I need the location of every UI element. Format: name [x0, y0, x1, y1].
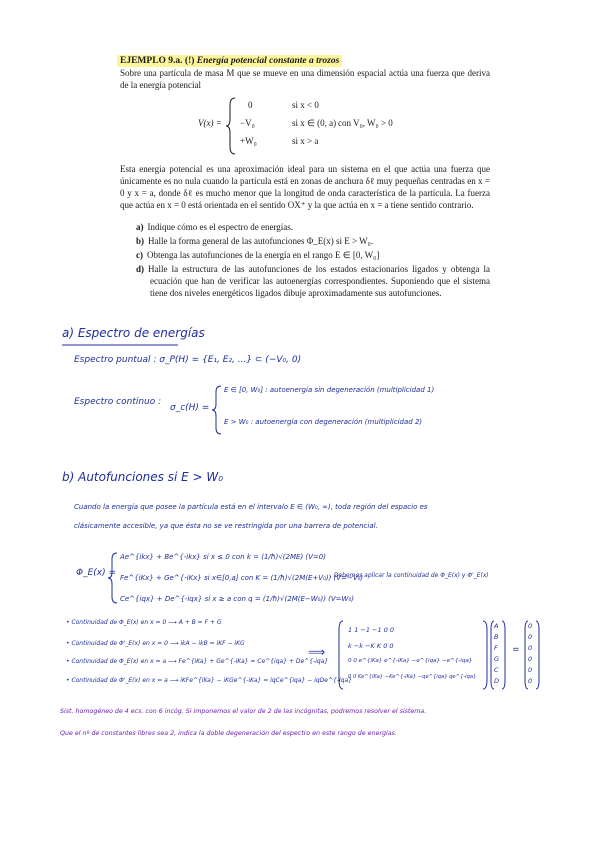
left-brace	[226, 97, 236, 155]
continuity-condition-3: • Continuidad de Φ_E(x) en x = a ⟶ Fe^{iKa} + Ge^{-iKa} = Ce^{iqa} + De^{-iqa}	[66, 658, 329, 665]
description-paragraph: Esta energía potencial es una aproximación ideal para un sistema en el que actúa una fuerza que únicamente es no nula cuando la partícula está en zonas de anchura δℓ muy pequeñas centradas en x = 0 y x = a, donde δℓ es mucho menor que la longitud de onda característica de la partícula. La fuerza que actúa en x = 0 está orientada en el sentido OX⁺ y la que actúa en x = a tiene sentido contrario.	[120, 164, 490, 210]
unknown-entry: F	[494, 644, 498, 652]
zero-entry: 0	[528, 655, 533, 663]
unknowns-vector	[490, 620, 506, 690]
phi-continuity-note: , Debemos aplicar la continuidad de Φ_E(x) y Φ'_E(x)	[330, 572, 489, 579]
b-text-line-1: Cuando la energía que posee la partícula está en el intervalo E ∈ (W₀, ∞), toda región del espacio es	[74, 503, 428, 511]
equals-sign: =	[512, 645, 520, 655]
zero-entry: 0	[528, 677, 533, 685]
section-b-heading: b) Autofunciones si E > W₀	[62, 470, 224, 484]
section-a-underline	[62, 343, 180, 347]
phi-case-3: Ce^{iqx} + De^{-iqx} si x ≥ a con q = (1/ħ)√(2M(E−W₀)) (V=W₀)	[120, 595, 355, 603]
example-heading	[120, 54, 490, 67]
zero-entry: 0	[528, 644, 533, 652]
implies-arrow: ⟹	[308, 645, 326, 659]
b-text-line-2: clásicamente accesible, ya que ésta no se ve restringida por una barrera de potencial.	[74, 522, 378, 530]
intro-paragraph: Sobre una partícula de masa M que se mueve en una dimensión espacial actúa una fuerza que deriva de la energía potencial	[120, 68, 490, 90]
example-title: EJEMPLO 9.a. (!) Energía potencial constante a trozos	[117, 55, 342, 67]
matrix-row: 0 0 Ke^{iKa} −Ke^{-iKa} −qe^{iqa} qe^{-iqa}	[348, 674, 477, 680]
conclusion-line-1: Sist. homogéneo de 4 ecs. con 6 incóg. Si imponemos el valor de 2 de las incógnitas, podremos resolver el sistema.	[60, 708, 427, 715]
question-list	[136, 221, 490, 299]
zeros-vector	[524, 620, 540, 690]
continuity-condition-2: • Continuidad de Φ'_E(x) en x = 0 ⟶ ikA − ikB = iKF − iKG	[66, 640, 245, 647]
case-2: −V₀	[240, 118, 255, 128]
matrix-row: k −k −K K 0 0	[348, 642, 394, 650]
question-item: b) Halle la forma general de las autofunciones Φ_E(x) si E > W₀.	[136, 236, 374, 246]
matrix-row: 1 1 −1 −1 0 0	[348, 626, 395, 634]
problem-statement	[120, 54, 490, 301]
sigma-c-label: σ_c(H) =	[170, 403, 210, 413]
case-1: 0	[248, 100, 253, 110]
continuity-condition-4: • Continuidad de Φ'_E(x) en x = a ⟶ iKFe^{iKa} − iKGe^{-iKa} = iqCe^{iqa} − iqDe^{-iqa}	[66, 677, 352, 684]
phi-lhs: Φ_E(x) =	[76, 568, 117, 578]
continuo-brace	[212, 385, 222, 435]
cond-1: si x < 0	[292, 100, 319, 110]
potential-equation	[120, 97, 490, 155]
unknown-entry: C	[494, 666, 499, 674]
cond-3: si x > a	[292, 136, 319, 146]
continuity-condition-1: • Continuidad de Φ_E(x) en x = 0 ⟶ A + B = F + G	[66, 619, 222, 626]
continuo-case-1: E ∈ [0, W₀] : autoenergía sin degeneración (multiplicidad 1)	[224, 386, 435, 394]
question-item: d) Halle la estructura de las autofunciones de los estados estacionarios ligados y obtenga la ecuación que han de verificar las autoenergías correspondientes. Suponiendo que el sistema tiene dos niveles energéticos ligados dibuje aproximadamente sus autofunciones.	[136, 264, 490, 298]
unknown-entry: A	[494, 622, 499, 630]
matrix-left-bracket	[338, 620, 344, 690]
case-3: +W₀	[240, 136, 257, 146]
section-a-heading: a) Espectro de energías	[62, 326, 205, 340]
zero-entry: 0	[528, 622, 533, 630]
coefficient-matrix	[338, 620, 488, 690]
unknown-entry: G	[494, 655, 500, 663]
zero-entry: 0	[528, 666, 533, 674]
potential-lhs: V(x) =	[198, 118, 222, 128]
conclusion-line-2: Que el nº de constantes libres sea 2, indica la doble degeneración del espectro en este rango de energías.	[60, 730, 397, 737]
question-item: c) Obtenga las autofunciones de la energía en el rango E ∈ [0, W₀]	[136, 250, 380, 260]
question-item: a) Indique cómo es el espectro de energías.	[136, 222, 294, 232]
unknown-entry: D	[494, 677, 500, 685]
phi-case-1: Ae^{ikx} + Be^{-ikx} si x ≤ 0 con k = (1/ħ)√(2ME) (V=0)	[120, 553, 326, 561]
matrix-row: 0 0 e^{iKa} e^{-iKa} −e^{iqa} −e^{-iqa}	[348, 658, 473, 664]
continuo-case-2: E > W₀ : autoenergía con degeneración (multiplicidad 2)	[224, 418, 423, 426]
unknown-entry: B	[494, 633, 499, 641]
phi-case-2: Fe^{iKx} + Ge^{-iKx} si x∈[0,a] con K = (1/ħ)√(2M(E+V₀)) (V=−V₀)	[120, 574, 364, 582]
potential-condition: con V₀, W₀ > 0	[338, 118, 393, 128]
spectro-puntual: Espectro puntual : σ_P(H) = {E₁, E₂, ...} ⊂ (−V₀, 0)	[74, 355, 302, 365]
phi-brace	[108, 552, 118, 604]
zero-entry: 0	[528, 633, 533, 641]
cond-2: si x ∈ (0, a)	[292, 118, 337, 128]
matrix-right-bracket	[482, 620, 488, 690]
spectro-continuo-label: Espectro continuo :	[74, 397, 162, 407]
